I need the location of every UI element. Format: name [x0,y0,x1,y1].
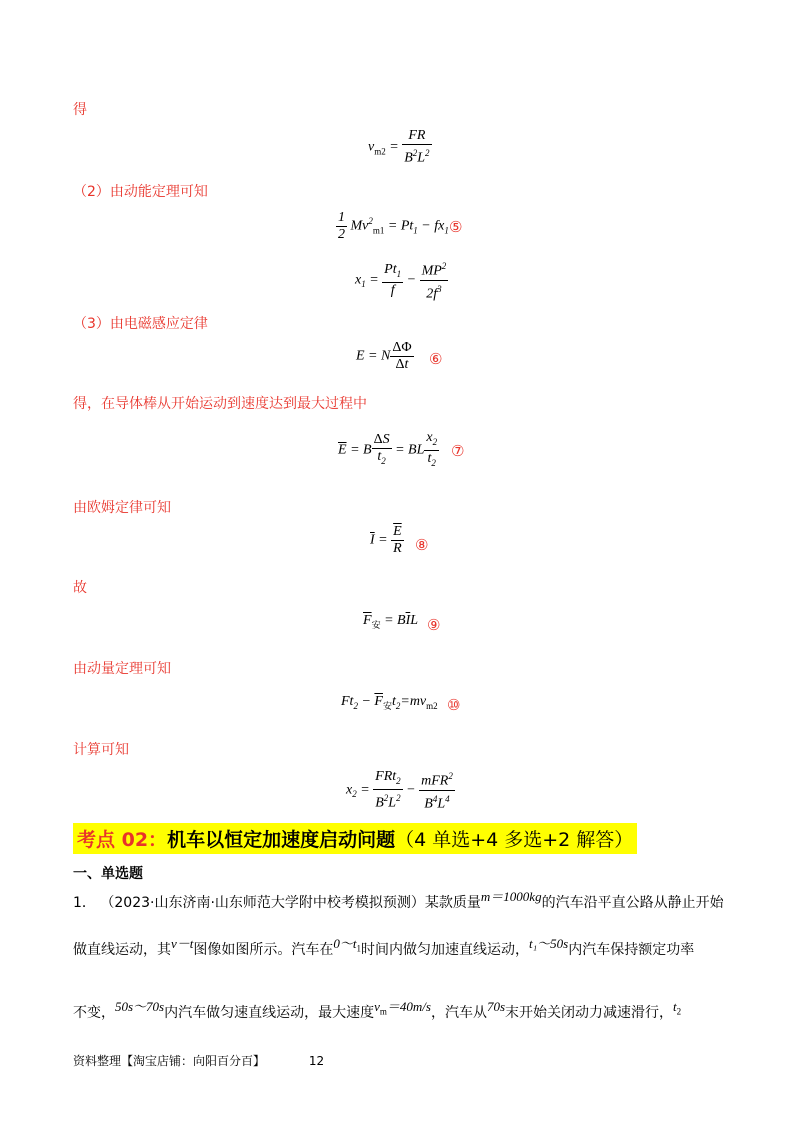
marker-8: ⑧ [415,536,429,554]
heading-counts: （4 单选+4 多选+2 解答） [395,829,634,851]
time-70s: 70s [486,999,506,1014]
text-calc: 计算可知 [73,742,129,758]
equation-x1: $x_1$ = $\frac{Pt_1}{f}$ − $\frac{MP^2}{2f^3}$ [355,258,448,302]
text-momentum: 由动量定理可知 [73,661,171,677]
text-process: 得，在导体棒从开始运动到速度达到最大过程中 [73,396,367,412]
question-text: 不变， [73,1005,115,1021]
topic-heading [73,823,637,854]
t2-symbol: $t_2$ [673,999,682,1017]
footer-source: 资料整理【淘宝店铺：向阳百分百】 [73,1054,266,1068]
heading-title: 机车以恒定加速度启动问题 [167,829,396,851]
marker-6: ⑥ [429,350,443,368]
question-text: 图像如图所示。汽车在 [193,942,334,958]
marker-9: ⑨ [427,616,441,634]
question-text: 时间内做匀加速直线运动， [361,942,530,958]
range-1-text: 0～t [333,936,357,951]
vmax-symbol: $v_m=40m/s$ [374,999,431,1017]
equation-energy: $\frac{1}{2}$ $Mv^2_{m1} = Pt_1 - fx_1$ [338,210,449,242]
footer [73,1052,324,1069]
marker-5: ⑤ [449,218,463,236]
t2-t: t [673,999,677,1014]
question-source: （2023·山东济南·山东师范大学附中校考模拟预测） [100,895,425,911]
marker-10: ⑩ [447,696,461,714]
range-3: 50s～70s [115,999,165,1014]
text-ohm: 由欧姆定律可知 [73,500,171,516]
text-part2: （2）由动能定理可知 [73,184,208,200]
range-1: $0\sim t_1$ [333,936,362,954]
equation-force: $\overline{F}_安 = B\overline{I}L$ [363,613,419,630]
section-title: 一、单选题 [73,866,143,882]
vmax-v: v [374,999,380,1014]
mass-value: m＝1000kg [480,889,542,904]
equation-current: $\overline{I}$ = $\frac{\overline{E}}{R}$ [370,524,402,556]
marker-7: ⑦ [451,442,465,460]
text-de: 得 [73,102,87,118]
question-line-1 [73,886,733,912]
vmax-value: ＝40m/s [386,999,431,1014]
heading-label: 考点 02： [77,829,168,851]
question-text: 的汽车沿平直公路从静止开始 [541,895,724,911]
equation-avg-emf: $\overline{E} = B$ $\frac{\Delta S}{t_2}$ = BL $\frac{x_2}{t_2}$ [338,430,438,468]
page-number: 12 [308,1054,325,1068]
question-text: 某款质量 [424,895,481,911]
question-line-3 [73,996,733,1022]
question-text: ，汽车从 [430,1005,487,1021]
equation-x2: $x_2$ = $\frac{FRt_2}{B^2L^2}$ − $\frac{mFR^2}{B^4L^4}$ [346,768,453,812]
text-gu: 故 [73,580,87,596]
equation-emf: E = N $\frac{\Delta\Phi}{\Delta t}$ [356,340,412,372]
equation-vm2: $v_{m2}$ = $\frac{FR}{B^2L^2}$ [368,128,430,166]
range-2: t₁～50s [529,936,569,951]
equation-momentum: $Ft_2 - \overline{F}_安t_2=mv_{m2}$ [341,694,438,711]
question-text: 末开始关闭动力减速滑行， [505,1005,674,1021]
question-text: 内汽车做匀速直线运动，最大速度 [164,1005,375,1021]
question-text: 做直线运动，其 [73,942,171,958]
question-line-2 [73,933,733,959]
question-number: 1． [73,895,96,911]
text-part3: （3）由电磁感应定律 [73,316,208,332]
vt-symbol: v－t [171,936,194,951]
question-text: 内汽车保持额定功率 [568,942,695,958]
